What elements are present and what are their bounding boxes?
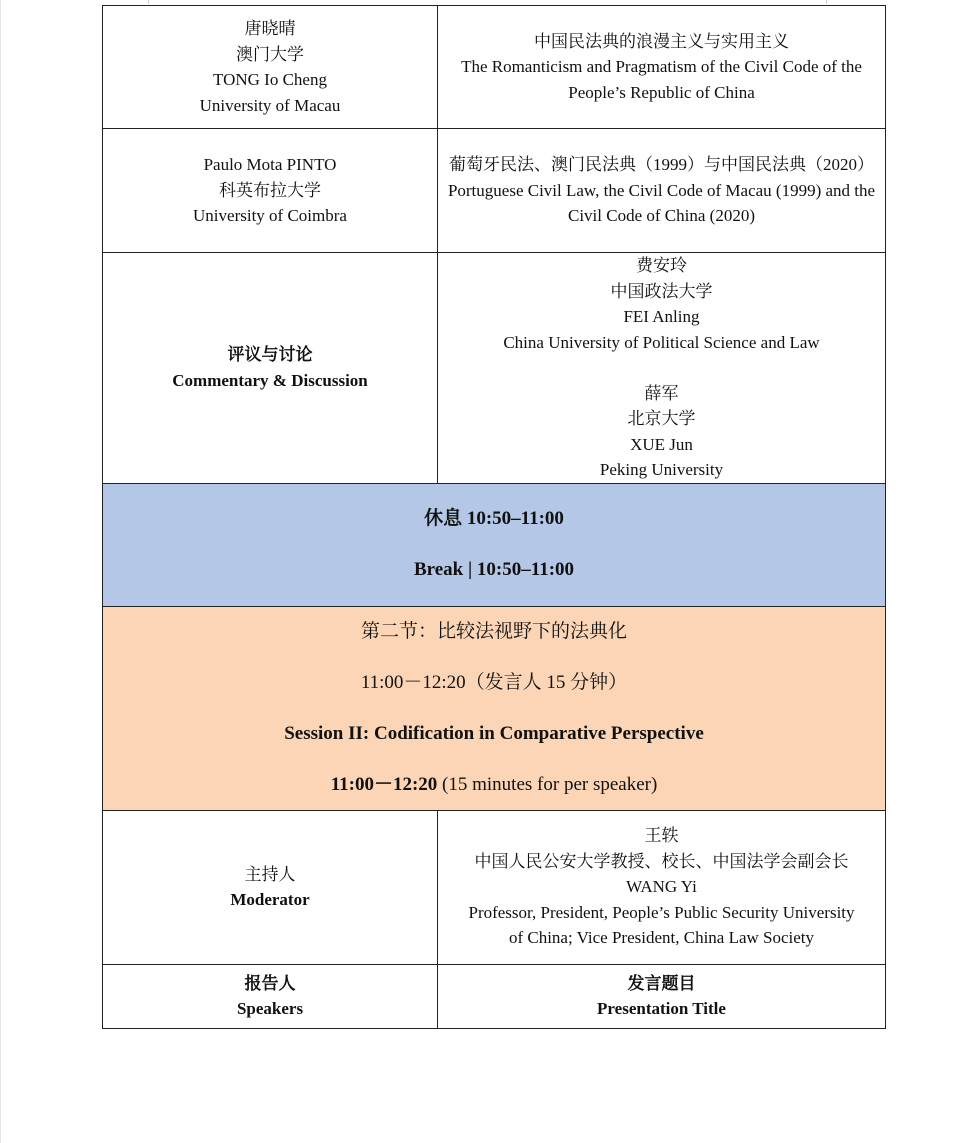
moderator-name-cn: 王轶	[644, 826, 679, 846]
break-label-cn: 休息 10:50–11:00	[424, 508, 564, 529]
session-time-cn: 11:00－12:20（发言人 15 分钟）	[360, 671, 628, 693]
discussant-name-en: FEI Anling	[623, 307, 700, 326]
speaker-affiliation-cn: 科英布拉大学	[219, 180, 321, 200]
page-edge	[0, 0, 1, 1143]
table-row-session	[103, 606, 886, 810]
discussants-cell	[438, 253, 886, 484]
speaker-name-en: Paulo Mota PINTO	[203, 155, 337, 175]
commentary-label-cell	[103, 253, 438, 484]
title-cell	[438, 6, 886, 129]
moderator-name-en: WANG Yi	[626, 877, 697, 897]
table-row-break	[103, 483, 886, 606]
discussant-name-en: XUE Jun	[630, 434, 693, 454]
title-header-cell	[438, 964, 886, 1028]
presentation-title-cn: 中国民法典的浪漫主义与实用主义	[534, 31, 789, 51]
program-table	[102, 5, 886, 1029]
presentation-title-cn: 葡萄牙民法、澳门民法典（1999）与中国民法典（2020）	[449, 155, 874, 175]
discussant-name-cn: 费安玲	[636, 256, 687, 275]
break-cell	[103, 483, 886, 606]
speaker-affiliation-en: University of Macau	[199, 95, 341, 115]
moderator-role-cn: 中国人民公安大学教授、校长、中国法学会副会长	[474, 851, 849, 871]
page-margin-mark-left	[148, 0, 149, 4]
discussant-name-cn: 薛军	[644, 383, 679, 403]
moderator-cell	[438, 810, 886, 964]
speaker-cell	[103, 6, 438, 129]
speakers-header-cell	[103, 964, 438, 1028]
spacer	[442, 355, 881, 381]
title-header-en: Presentation Title	[597, 999, 726, 1018]
page-margin-mark-right	[826, 0, 827, 4]
moderator-label-cn: 主持人	[244, 864, 296, 884]
table-row-header	[103, 964, 886, 1028]
moderator-role-en: Professor, President, People’s Public Security University of China; Vice President, China Law Society	[468, 902, 855, 948]
speaker-affiliation-cn: 澳门大学	[236, 44, 304, 64]
table-row-commentary	[103, 253, 886, 484]
discussant-affiliation-en: Peking University	[599, 460, 724, 479]
session-time-en-range: 11:00－12:20	[330, 773, 438, 795]
commentary-label-cn: 评议与讨论	[227, 345, 313, 365]
presentation-title-en: The Romanticism and Pragmatism of the Civil Code of the People’s Republic of China	[461, 57, 862, 102]
presentation-title-en: Portuguese Civil Law, the Civil Code of Macau (1999) and the Civil Code of China (2020)	[447, 180, 876, 226]
speaker-affiliation-en: University of Coimbra	[193, 206, 347, 226]
speakers-header-en: Speakers	[236, 999, 304, 1018]
table-row-tong	[103, 6, 886, 129]
break-label-en: Break | 10:50–11:00	[413, 559, 575, 580]
speaker-name-en: TONG Io Cheng	[213, 70, 327, 89]
session-time-en-note: (15 minutes for per speaker)	[437, 773, 658, 795]
session-cell	[103, 606, 886, 810]
session-time-en	[107, 772, 881, 798]
discussant-affiliation-cn: 中国政法大学	[610, 281, 713, 301]
speakers-header-cn: 报告人	[244, 973, 296, 993]
moderator-label-cell	[103, 810, 438, 964]
title-cell	[438, 129, 886, 253]
table-row-moderator	[103, 810, 886, 964]
moderator-label-en: Moderator	[230, 890, 310, 909]
session-title-cn: 第二节：比较法视野下的法典化	[360, 620, 627, 642]
commentary-label-en: Commentary & Discussion	[172, 370, 368, 390]
discussant-affiliation-cn: 北京大学	[627, 409, 696, 428]
discussant-affiliation-en: China University of Political Science and Law	[503, 332, 820, 352]
title-header-cn: 发言题目	[627, 973, 696, 993]
speaker-name-cn: 唐晓晴	[244, 19, 296, 38]
table-row-pinto	[103, 129, 886, 253]
session-title-en: Session II: Codification in Comparative Perspective	[284, 722, 704, 744]
speaker-cell	[103, 129, 438, 253]
